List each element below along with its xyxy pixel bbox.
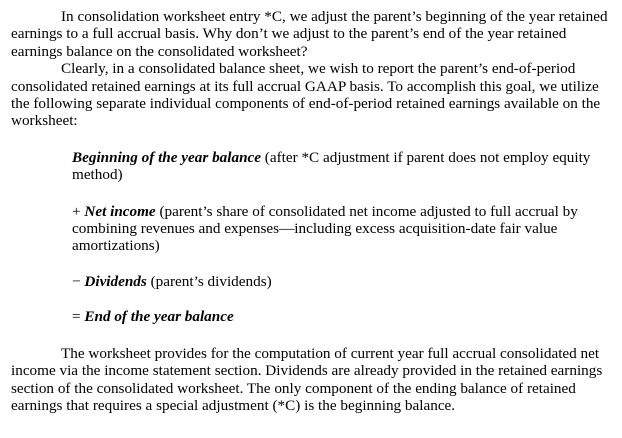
explanation-paragraph: Clearly, in a consolidated balance sheet, we wish to report the parent’s end-of-period consolidated retained earnings at its full accrual GAAP basis. To accomplish this goal, we utilize the following separate individual components of end-of-period retained earnings available on the worksheet:	[11, 60, 601, 130]
component-prefix: =	[72, 308, 85, 326]
component-term: End of the year balance	[84, 308, 234, 326]
component-description: (after *C adjustment if parent does not employ equity method)	[72, 148, 591, 184]
component-term: Beginning of the year balance	[72, 148, 261, 166]
component-beginning-balance	[72, 149, 616, 184]
component-description: (parent’s share of consolidated net income adjusted to full accrual by combining revenues and expenses—including excess acquisition-date fair value amortizations)	[72, 202, 578, 255]
component-dividends	[72, 273, 616, 290]
component-term: Dividends	[84, 272, 147, 290]
component-end-balance	[72, 308, 616, 325]
component-prefix: −	[72, 272, 85, 290]
closing-paragraph: The worksheet provides for the computation of current year full accrual consolidated net income via the income statement section. Dividends are already provided in the retained earnings section of the consolidated worksheet. The only component of the ending balance of retained earnings that requires a special adjustment (*C) is the beginning balance.	[11, 344, 603, 414]
component-prefix: +	[72, 202, 85, 220]
component-term: Net income	[84, 202, 156, 220]
intro-paragraph: In consolidation worksheet entry *C, we adjust the parent’s beginning of the year retained earnings to a full accrual basis. Why don’t we adjust to the parent’s end of the year retained earnings balance on the consolidated worksheet?	[11, 8, 608, 60]
component-net-income	[72, 203, 616, 255]
component-description: (parent’s dividends)	[146, 272, 272, 290]
